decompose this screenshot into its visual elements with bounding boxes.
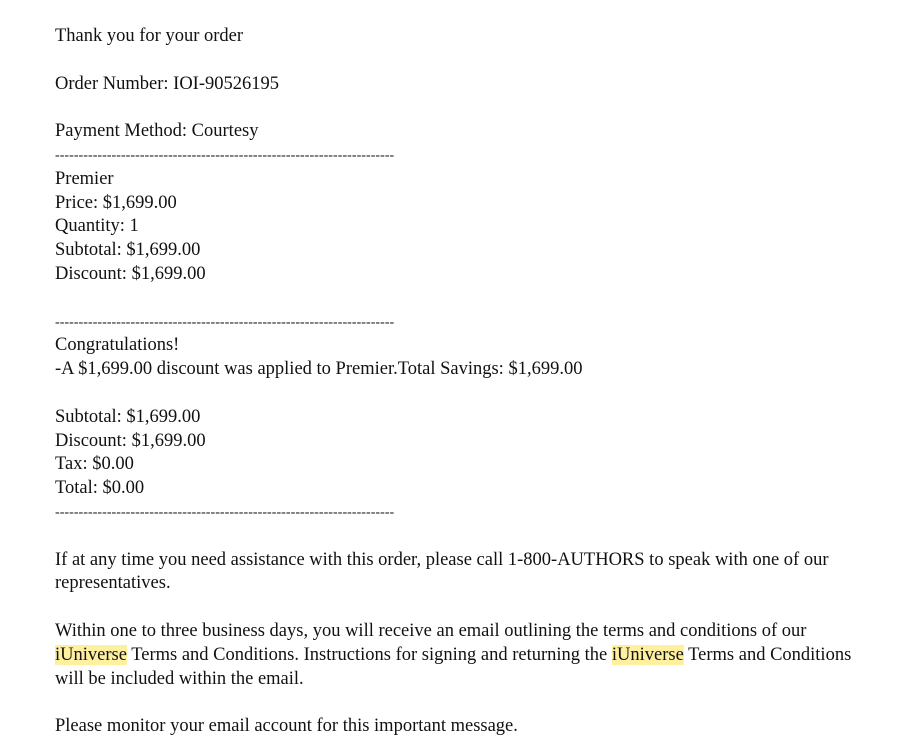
terms-text-part2: Terms and Conditions. Instructions for signing and returning the	[126, 644, 612, 665]
spacer	[55, 691, 855, 715]
spacer	[55, 525, 855, 549]
monitor-email-text: Please monitor your email account for this important message.	[55, 716, 518, 737]
terms-text-part1: Within one to three business days, you will receive an email outlining the terms and conditions of our	[55, 620, 807, 641]
order-number: Order Number: IOI-90526195	[55, 73, 279, 94]
item-discount: Discount: $1,699.00	[55, 263, 206, 284]
spacer	[55, 287, 855, 311]
separator-line: ------------------------------------------------------------------------	[55, 314, 395, 330]
separator-line: ------------------------------------------------------------------------	[55, 504, 395, 520]
terms-paragraph	[55, 620, 855, 691]
order-confirmation-document	[55, 25, 855, 739]
brand-highlight: iUniverse	[611, 644, 684, 665]
brand-highlight: iUniverse	[55, 644, 127, 665]
terms-text-part3: Terms and Conditions will be included within the email.	[55, 644, 852, 689]
order-total: Total: $0.00	[55, 478, 145, 499]
spacer	[55, 96, 855, 120]
item-price: Price: $1,699.00	[55, 192, 177, 213]
separator-line: ------------------------------------------------------------------------	[55, 147, 395, 163]
spacer	[55, 382, 855, 406]
item-quantity: Quantity: 1	[55, 216, 139, 237]
thank-you-heading: Thank you for your order	[55, 26, 244, 46]
order-subtotal: Subtotal: $1,699.00	[55, 406, 201, 427]
order-discount: Discount: $1,699.00	[55, 430, 206, 451]
discount-applied-text: -A $1,699.00 discount was applied to Premier.Total Savings: $1,699.00	[55, 359, 583, 380]
order-tax: Tax: $0.00	[55, 454, 134, 475]
payment-method: Payment Method: Courtesy	[55, 121, 259, 142]
assistance-paragraph: If at any time you need assistance with this order, please call 1-800-AUTHORS to speak with one of our representatives.	[55, 549, 829, 594]
spacer	[55, 49, 855, 73]
congratulations-text: Congratulations!	[55, 335, 180, 356]
spacer	[55, 596, 855, 620]
item-name: Premier	[55, 168, 114, 189]
item-subtotal: Subtotal: $1,699.00	[55, 240, 201, 261]
